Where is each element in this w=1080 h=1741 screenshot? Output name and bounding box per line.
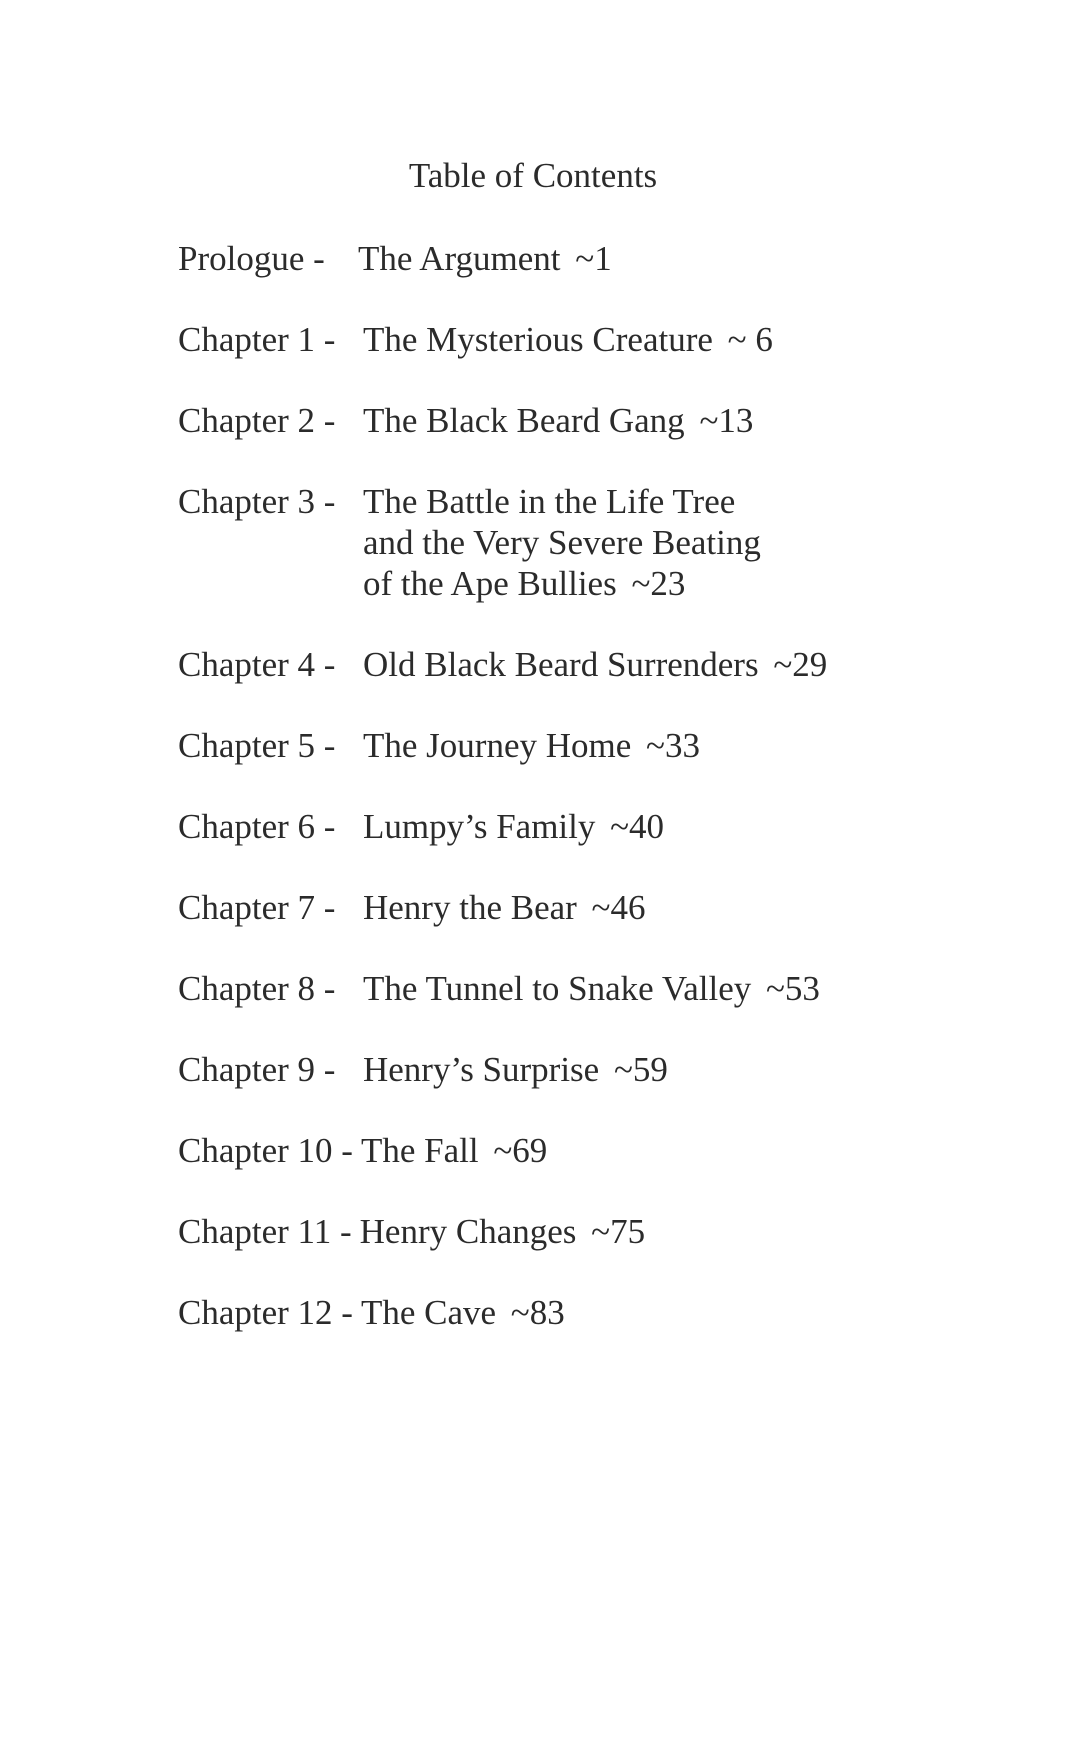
toc-entry-label: Chapter 3 - xyxy=(178,482,336,521)
toc-entry-title-text: The Fall xyxy=(360,1131,479,1170)
toc-entry-page: ~53 xyxy=(765,969,820,1008)
page-title: Table of Contents xyxy=(408,156,658,195)
toc-entry-page: ~75 xyxy=(591,1212,646,1251)
toc-entry-chapter-2[interactable] xyxy=(178,400,938,441)
toc-entry-page: ~33 xyxy=(646,726,700,765)
toc-entry-label: Chapter 1 - xyxy=(178,320,336,359)
toc-entry-label: Chapter 4 - xyxy=(178,645,336,684)
toc-entry-page: ~46 xyxy=(591,888,646,927)
toc-entry-label: Chapter 12 - xyxy=(178,1293,353,1332)
toc-entry-label: Chapter 2 - xyxy=(178,401,336,440)
toc-entry-page: ~40 xyxy=(610,807,665,846)
toc-entry-page: ~29 xyxy=(773,645,828,684)
toc-entry-title xyxy=(363,725,702,766)
toc-entry-title-text: The Mysterious Creature xyxy=(363,320,713,359)
toc-entry-label: Chapter 8 - xyxy=(178,969,336,1008)
toc-entry-prologue[interactable] xyxy=(178,238,938,279)
toc-entry-page: ~23 xyxy=(631,564,686,603)
toc-entry-label: Chapter 9 - xyxy=(178,1050,336,1089)
toc-entry-title xyxy=(363,481,761,604)
toc-entry-title xyxy=(363,887,647,928)
toc-entry-page: ~13 xyxy=(699,401,754,440)
toc-entry-title xyxy=(363,400,755,441)
toc-list xyxy=(178,238,938,1373)
toc-entry-label: Chapter 7 - xyxy=(178,888,336,927)
toc-entry-chapter-1[interactable] xyxy=(178,319,938,360)
toc-entry-title xyxy=(363,644,829,685)
toc-entry-chapter-8[interactable] xyxy=(178,968,938,1009)
toc-entry-title-text: Lumpy’s Family xyxy=(363,807,596,846)
toc-entry-page: ~1 xyxy=(575,239,612,278)
toc-entry-chapter-5[interactable] xyxy=(178,725,938,766)
toc-entry-chapter-10[interactable] xyxy=(178,1130,938,1171)
toc-entry-label: Chapter 10 - xyxy=(178,1131,353,1170)
toc-entry-title-text: The Tunnel to Snake Valley xyxy=(363,969,752,1008)
toc-entry-chapter-12[interactable] xyxy=(178,1292,938,1333)
toc-entry-title xyxy=(363,319,775,360)
toc-entry-label: Chapter 5 - xyxy=(178,726,336,765)
toc-entry-title xyxy=(361,1130,549,1171)
toc-entry-title xyxy=(361,1292,567,1333)
toc-entry-title-text: The Argument xyxy=(358,239,561,278)
toc-entry-title-text: Old Black Beard Surrenders xyxy=(363,645,759,684)
toc-entry-title-text: The Cave xyxy=(360,1293,497,1332)
toc-entry-chapter-11[interactable] xyxy=(178,1211,938,1252)
toc-entry-title-text: Henry the Bear xyxy=(363,888,577,927)
toc-entry-page: ~69 xyxy=(493,1131,548,1170)
toc-entry-title xyxy=(363,968,822,1009)
toc-entry-label: Prologue - xyxy=(178,239,325,278)
toc-entry-chapter-4[interactable] xyxy=(178,644,938,685)
toc-entry-title xyxy=(360,1211,647,1252)
toc-entry-page: ~ 6 xyxy=(727,320,773,359)
toc-entry-title-text: The Black Beard Gang xyxy=(363,401,685,440)
toc-entry-label: Chapter 6 - xyxy=(178,807,336,846)
toc-entry-chapter-6[interactable] xyxy=(178,806,938,847)
toc-entry-label: Chapter 11 - xyxy=(178,1212,352,1251)
toc-entry-title-text: Henry’s Surprise xyxy=(363,1050,600,1089)
toc-entry-title xyxy=(358,238,614,279)
toc-entry-page: ~83 xyxy=(510,1293,565,1332)
toc-entry-title-text: Henry Changes xyxy=(359,1212,577,1251)
toc-entry-title-text: The Journey Home xyxy=(363,726,632,765)
toc-entry-page: ~59 xyxy=(613,1050,668,1089)
toc-entry-chapter-7[interactable] xyxy=(178,887,938,928)
toc-entry-title xyxy=(363,1049,670,1090)
toc-entry-title-text: The Battle in the Life Tree and the Very Severe Beating of the Ape Bullies xyxy=(363,482,761,603)
toc-entry-chapter-9[interactable] xyxy=(178,1049,938,1090)
toc-entry-chapter-3[interactable] xyxy=(178,481,938,604)
toc-entry-title xyxy=(363,806,666,847)
